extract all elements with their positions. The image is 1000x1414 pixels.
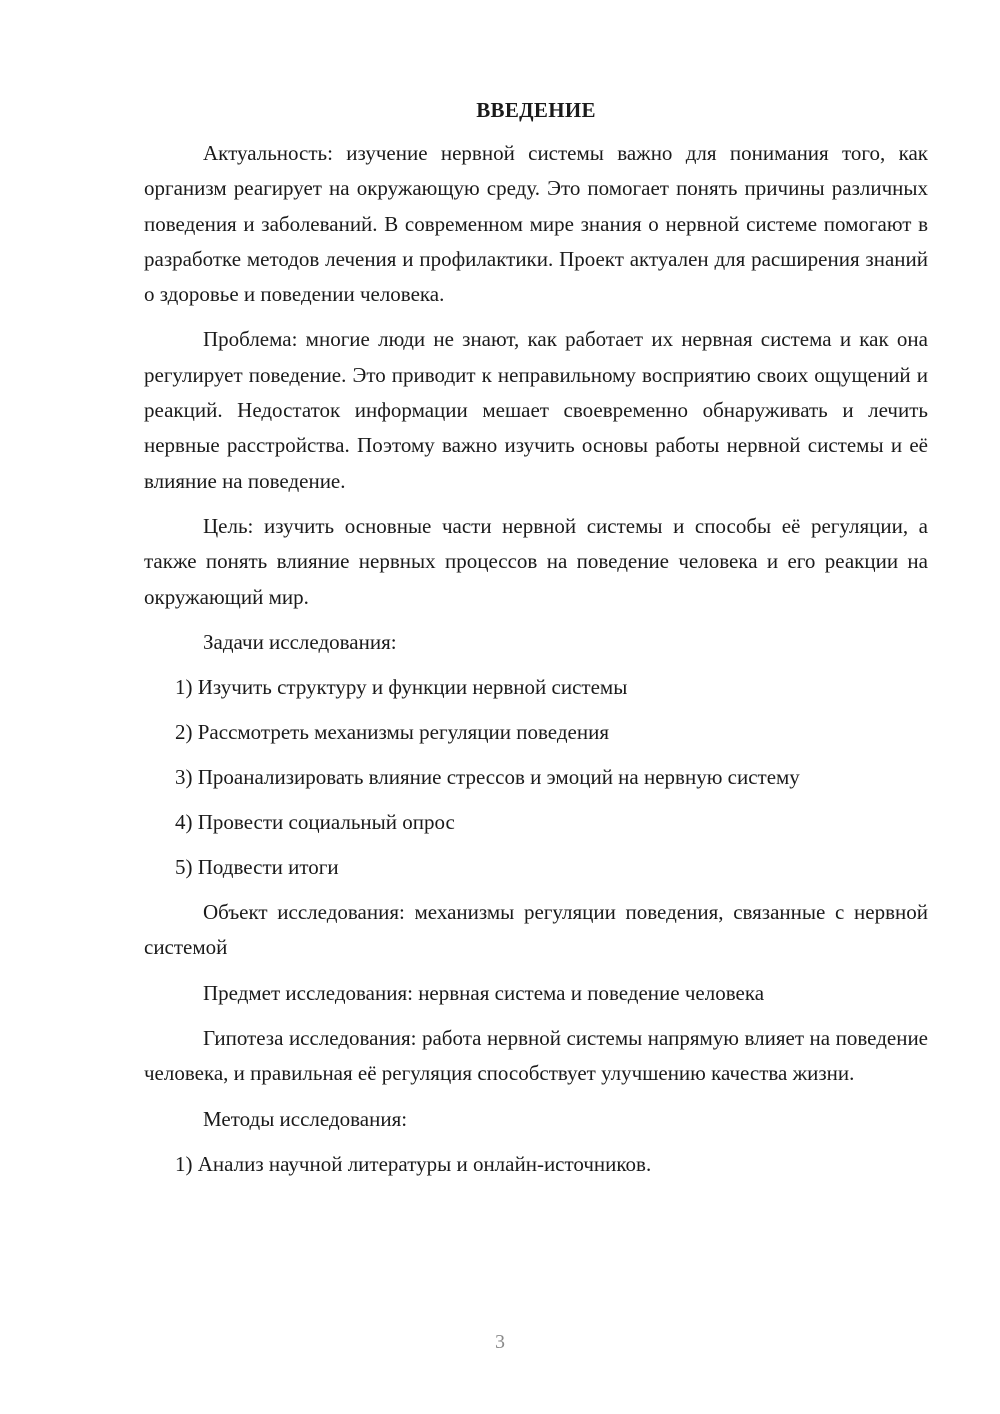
paragraph-hypothesis: Гипотеза исследования: работа нервной системы напрямую влияет на поведение человека, и правильная её регуляция способствует улучшению качества жизни. <box>144 1026 928 1086</box>
task-item-1: 1) Изучить структуру и функции нервной системы <box>175 675 628 700</box>
paragraph-subject: Предмет исследования: нервная система и поведение человека <box>203 980 765 1005</box>
methods-heading: Методы исследования: <box>203 1106 408 1131</box>
tasks-heading: Задачи исследования: <box>203 629 397 654</box>
task-item-4: 4) Провести социальный опрос <box>175 810 455 835</box>
task-item-2: 2) Рассмотреть механизмы регуляции поведения <box>175 720 609 745</box>
paragraph-object: Объект исследования: механизмы регуляции поведения, связанные с нервной системой <box>144 900 928 960</box>
paragraph-goal: Цель: изучить основные части нервной системы и способы её регуляции, а также понять влияние нервных процессов на поведение человека и его реакции на окружающий мир. <box>144 513 928 609</box>
paragraph-relevance: Актуальность: изучение нервной системы важно для понимания того, как организм реагирует на окружающую среду. Это помогает понять причины различных поведения и заболеваний. В современном мире знания о нервной системе помогают в разработке методов лечения и профилактики. Проект актуален для расширения знаний о здоровье и поведении человека. <box>144 141 928 307</box>
task-item-3: 3) Проанализировать влияние стрессов и эмоций на нервную систему <box>175 765 800 790</box>
method-item-1: 1) Анализ научной литературы и онлайн-источников. <box>175 1151 652 1176</box>
page-number: 3 <box>495 1331 505 1353</box>
paragraph-problem: Проблема: многие люди не знают, как работает их нервная система и как она регулирует поведение. Это приводит к неправильному восприятию своих ощущений и реакций. Недостаток информации мешает своевременно обнаруживать и лечить нервные расстройства. Поэтому важно изучить основы работы нервной системы и её влияние на поведение. <box>144 327 928 493</box>
page-content <box>144 94 928 1192</box>
section-title: ВВЕДЕНИЕ <box>476 98 596 122</box>
task-item-5: 5) Подвести итоги <box>175 855 339 880</box>
